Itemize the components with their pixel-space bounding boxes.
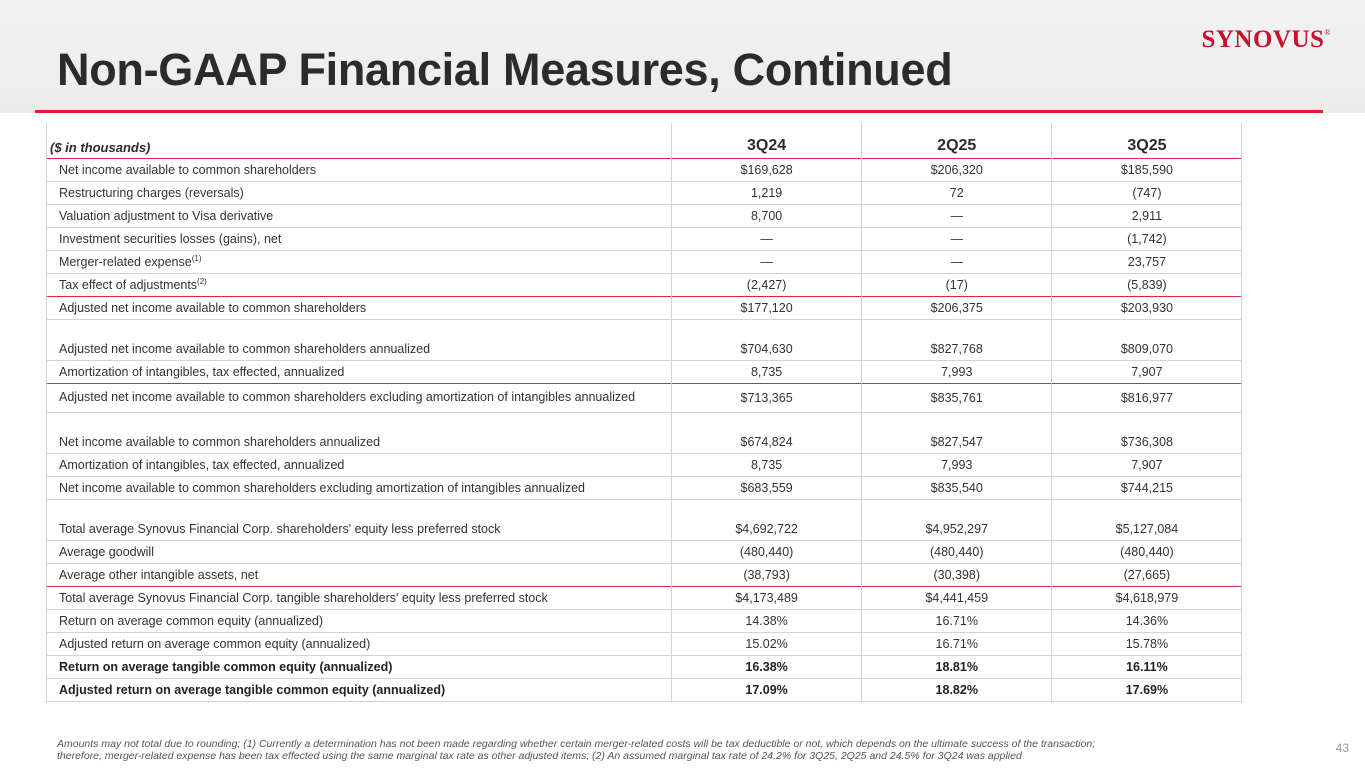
row-value-2q25: 7,993 (862, 360, 1052, 383)
row-label: Total average Synovus Financial Corp. shareholders' equity less preferred stock (46, 499, 672, 540)
table-row (46, 250, 1242, 273)
row-value-3q24: 8,735 (672, 360, 862, 383)
table-row (46, 609, 1242, 632)
unit-label: ($ in thousands) (46, 123, 672, 158)
row-label: Adjusted return on average common equity (annualized) (46, 632, 672, 655)
row-value-3q24: — (672, 250, 862, 273)
row-value-2q25: (17) (862, 273, 1052, 296)
row-value-3q24: 8,735 (672, 453, 862, 476)
row-value-3q25: $203,930 (1052, 296, 1242, 319)
table-row (46, 655, 1242, 678)
row-value-2q25: — (862, 250, 1052, 273)
page-title: Non-GAAP Financial Measures, Continued (57, 44, 953, 95)
row-value-2q25: $827,547 (862, 412, 1052, 453)
column-divider (671, 123, 672, 703)
row-value-3q24: — (672, 227, 862, 250)
row-label: Tax effect of adjustments$^{(2)}$ (46, 273, 672, 296)
row-value-2q25: $4,952,297 (862, 499, 1052, 540)
table-row (46, 632, 1242, 655)
row-value-3q24: $4,692,722 (672, 499, 862, 540)
table-row (46, 296, 1242, 319)
table-row (46, 273, 1242, 296)
row-label: Investment securities losses (gains), net (46, 227, 672, 250)
row-value-3q25: $744,215 (1052, 476, 1242, 499)
table-row (46, 586, 1242, 609)
row-label: Restructuring charges (reversals) (46, 181, 672, 204)
row-value-3q25: 17.69% (1052, 678, 1242, 701)
row-value-2q25: — (862, 227, 1052, 250)
footnote: Amounts may not total due to rounding; (1) Currently a determination has not been made regarding whether certain merger-related costs will be tax deductible or not, which depends on the ultimate success of the transaction; therefore, merger-related expense has been tax effected using the same marginal tax rate as other adjusted items; (2) An assumed marginal tax rate of 24.2% for 3Q25, 2Q25 and 24.5% for 3Q24 was applied (57, 738, 1096, 762)
table-row (46, 204, 1242, 227)
non-gaap-table (46, 123, 1242, 702)
row-value-2q25: — (862, 204, 1052, 227)
column-divider (46, 123, 47, 703)
row-label: Average other intangible assets, net (46, 563, 672, 586)
column-divider (1241, 123, 1242, 703)
row-value-3q25: $736,308 (1052, 412, 1242, 453)
row-label: Return on average common equity (annualized) (46, 609, 672, 632)
row-value-3q24: 8,700 (672, 204, 862, 227)
row-value-3q25: 16.11% (1052, 655, 1242, 678)
row-label: Average goodwill (46, 540, 672, 563)
row-value-3q24: $4,173,489 (672, 586, 862, 609)
table-row (46, 158, 1242, 181)
row-value-3q25: 7,907 (1052, 360, 1242, 383)
row-value-2q25: 18.81% (862, 655, 1052, 678)
row-value-2q25: 18.82% (862, 678, 1052, 701)
row-label: Amortization of intangibles, tax effected, annualized (46, 360, 672, 383)
column-header-3q24: 3Q24 (672, 123, 862, 158)
row-value-3q24: 14.38% (672, 609, 862, 632)
synovus-logo: SYNOVUS® (1201, 26, 1331, 53)
table-row (46, 412, 1242, 453)
row-label: Amortization of intangibles, tax effected, annualized (46, 453, 672, 476)
row-value-3q25: (1,742) (1052, 227, 1242, 250)
row-value-3q24: $683,559 (672, 476, 862, 499)
row-value-3q24: $177,120 (672, 296, 862, 319)
table-row (46, 181, 1242, 204)
row-value-2q25: 16.71% (862, 632, 1052, 655)
row-value-2q25: $206,375 (862, 296, 1052, 319)
table-row (46, 540, 1242, 563)
table-header-row (46, 123, 1242, 158)
row-label: Merger-related expense$^{(1)}$ (46, 250, 672, 273)
financial-table-container (46, 123, 1242, 702)
row-value-2q25: $835,540 (862, 476, 1052, 499)
table-row (46, 476, 1242, 499)
row-value-2q25: $827,768 (862, 319, 1052, 360)
row-value-3q24: (480,440) (672, 540, 862, 563)
row-value-3q24: (2,427) (672, 273, 862, 296)
row-label: Net income available to common shareholders annualized (46, 412, 672, 453)
row-value-3q24: 15.02% (672, 632, 862, 655)
row-value-3q25: 2,911 (1052, 204, 1242, 227)
row-value-3q25: $809,070 (1052, 319, 1242, 360)
row-value-2q25: (480,440) (862, 540, 1052, 563)
row-value-3q24: 17.09% (672, 678, 862, 701)
row-value-2q25: $206,320 (862, 158, 1052, 181)
row-value-3q24: $674,824 (672, 412, 862, 453)
row-value-3q25: $185,590 (1052, 158, 1242, 181)
table-row (46, 453, 1242, 476)
row-value-3q25: 15.78% (1052, 632, 1242, 655)
row-label: Adjusted net income available to common shareholders excluding amortization of intangibles annualized (46, 383, 672, 412)
row-value-3q24: 1,219 (672, 181, 862, 204)
row-value-3q24: (38,793) (672, 563, 862, 586)
title-divider (35, 110, 1323, 113)
table-row (46, 678, 1242, 701)
row-value-3q24: $713,365 (672, 383, 862, 412)
column-header-2q25: 2Q25 (862, 123, 1052, 158)
row-value-3q24: $704,630 (672, 319, 862, 360)
row-value-2q25: 7,993 (862, 453, 1052, 476)
page-number: 43 (1335, 741, 1349, 755)
slide-header (0, 0, 1365, 113)
row-label: Total average Synovus Financial Corp. tangible shareholders' equity less preferred stock (46, 586, 672, 609)
row-value-3q25: 23,757 (1052, 250, 1242, 273)
table-row (46, 360, 1242, 383)
table-row (46, 319, 1242, 360)
row-label: Net income available to common shareholders excluding amortization of intangibles annualized (46, 476, 672, 499)
row-value-3q25: (5,839) (1052, 273, 1242, 296)
table-row (46, 227, 1242, 250)
row-value-3q25: 14.36% (1052, 609, 1242, 632)
row-value-3q24: 16.38% (672, 655, 862, 678)
row-value-2q25: 16.71% (862, 609, 1052, 632)
table-row (46, 383, 1242, 412)
row-label: Net income available to common shareholders (46, 158, 672, 181)
table-row (46, 499, 1242, 540)
row-value-3q25: $5,127,084 (1052, 499, 1242, 540)
row-value-3q25: 7,907 (1052, 453, 1242, 476)
row-value-3q24: $169,628 (672, 158, 862, 181)
row-value-3q25: (747) (1052, 181, 1242, 204)
row-label: Valuation adjustment to Visa derivative (46, 204, 672, 227)
row-value-3q25: $4,618,979 (1052, 586, 1242, 609)
row-value-2q25: $835,761 (862, 383, 1052, 412)
column-divider (861, 123, 862, 703)
row-value-2q25: 72 (862, 181, 1052, 204)
table-row (46, 563, 1242, 586)
row-label: Adjusted return on average tangible common equity (annualized) (46, 678, 672, 701)
row-value-3q25: (27,665) (1052, 563, 1242, 586)
row-value-3q25: (480,440) (1052, 540, 1242, 563)
column-header-3q25: 3Q25 (1052, 123, 1242, 158)
row-value-2q25: $4,441,459 (862, 586, 1052, 609)
row-label: Adjusted net income available to common shareholders annualized (46, 319, 672, 360)
row-label: Return on average tangible common equity (annualized) (46, 655, 672, 678)
column-divider (1051, 123, 1052, 703)
row-label: Adjusted net income available to common shareholders (46, 296, 672, 319)
row-value-2q25: (30,398) (862, 563, 1052, 586)
row-value-3q25: $816,977 (1052, 383, 1242, 412)
